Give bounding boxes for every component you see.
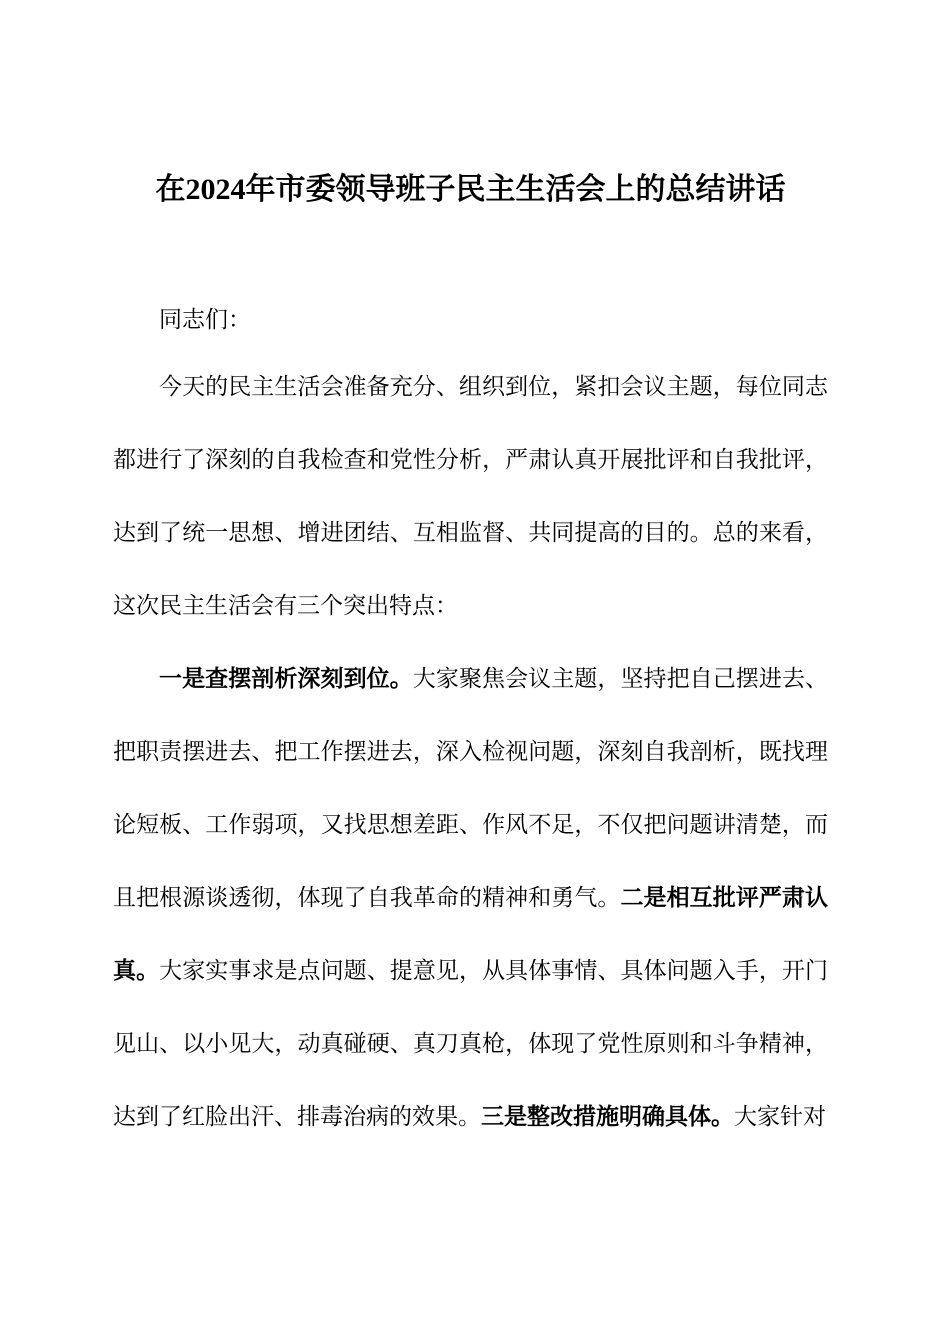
text-run: 同志们： bbox=[159, 307, 251, 332]
text-run: 大家实事求是点问题、提意见，从具体事情、具体问题入手，开门见山、以小见大，动真碰硬、真刀真枪，体现了党性原则和斗争精神，达到了红脸出汗、排毒治病的效果。 bbox=[113, 958, 829, 1129]
body-paragraph bbox=[113, 642, 828, 1153]
text-run: 今天的民主生活会准备充分、组织到位，紧扣会议主题，每位同志都进行了深刻的自我检查和党性分析，严肃认真开展批评和自我批评，达到了统一思想、增进团结、互相监督、共同提高的目的。总的来看，这次民主生活会有三个突出特点： bbox=[113, 374, 828, 618]
text-run: 大家针对 bbox=[734, 1104, 826, 1129]
body-paragraph bbox=[113, 350, 828, 642]
bold-text-run: 三是整改措施明确具体。 bbox=[481, 1104, 734, 1129]
document-body bbox=[113, 290, 828, 1153]
document-title: 在2024年市委领导班子民主生活会上的总结讲话 bbox=[155, 173, 786, 206]
bold-text-run: 一是查摆剖析深刻到位。 bbox=[159, 666, 413, 691]
salutation-paragraph bbox=[113, 290, 828, 350]
text-run: 大家聚焦会议主题，坚持把自己摆进去、把职责摆进去、把工作摆进去，深入检视问题，深刻自我剖析，既找理论短板、工作弱项，又找思想差距、作风不足，不仅把问题讲清楚，而且把根源谈透彻，体现了自我革命的精神和勇气。 bbox=[113, 666, 829, 910]
bold-text-run: 二是相互批评严肃认真。 bbox=[113, 885, 829, 983]
